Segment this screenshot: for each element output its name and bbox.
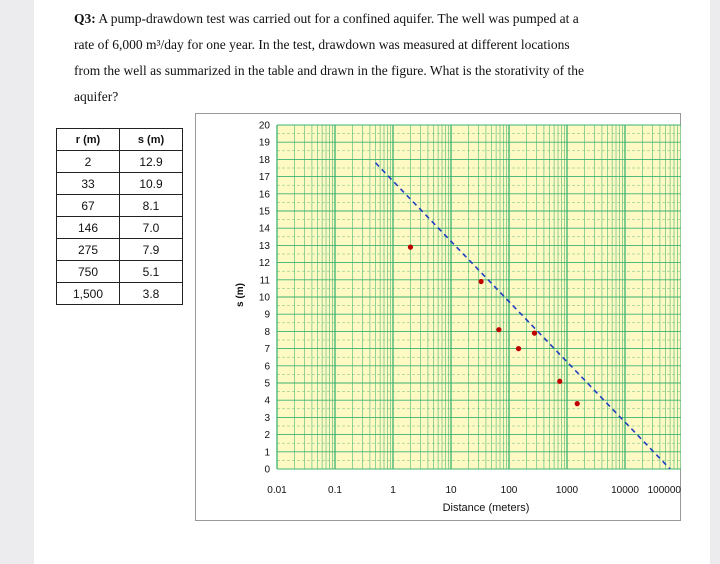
x-tick-label: 10 <box>445 485 457 496</box>
cell-s: 5.1 <box>120 261 183 283</box>
y-tick-label: 19 <box>258 137 270 149</box>
cell-r: 67 <box>57 195 120 217</box>
y-tick-label: 2 <box>264 430 270 442</box>
y-tick-label: 3 <box>264 412 270 424</box>
data-point <box>516 346 521 351</box>
y-tick-label: 16 <box>258 189 270 201</box>
cell-s: 3.8 <box>120 283 183 305</box>
question-line-4: aquifer? <box>74 89 119 104</box>
y-tick-label: 5 <box>264 378 270 390</box>
y-tick-label: 6 <box>264 361 270 373</box>
question-label: Q3: <box>74 11 96 26</box>
y-tick-label: 20 <box>258 120 270 132</box>
table-row <box>57 195 183 217</box>
x-tick-label: 0.01 <box>267 485 287 496</box>
drawdown-chart <box>195 113 681 521</box>
cell-r: 275 <box>57 239 120 261</box>
y-tick-label: 4 <box>264 395 270 407</box>
y-tick-label: 14 <box>258 223 270 235</box>
cell-r: 750 <box>57 261 120 283</box>
y-tick-label: 10 <box>258 292 270 304</box>
x-tick-label: 0.1 <box>328 485 342 496</box>
y-tick-label: 8 <box>264 326 270 338</box>
page <box>34 0 710 564</box>
table-row <box>57 283 183 305</box>
question-line-1 <box>74 6 674 32</box>
table-row <box>57 173 183 195</box>
table-row <box>57 239 183 261</box>
header-s: s (m) <box>120 129 183 151</box>
data-point <box>557 379 562 384</box>
x-tick-label: 1 <box>390 485 396 496</box>
x-tick-label: 10000 <box>611 485 639 496</box>
cell-s: 8.1 <box>120 195 183 217</box>
question-text-1: A pump-drawdown test was carried out for a confined aquifer. The well was pumped at a <box>95 11 579 26</box>
cell-r: 33 <box>57 173 120 195</box>
y-tick-label: 7 <box>264 344 270 356</box>
data-point <box>478 279 483 284</box>
y-tick-label: 13 <box>258 240 270 252</box>
y-tick-label: 18 <box>258 154 270 166</box>
y-tick-label: 12 <box>258 258 270 270</box>
x-tick-label: 1000 <box>555 485 579 496</box>
chart-container <box>195 113 681 521</box>
y-tick-label: 9 <box>264 309 270 321</box>
y-tick-label: 1 <box>264 447 270 459</box>
table-row <box>57 217 183 239</box>
cell-s: 10.9 <box>120 173 183 195</box>
y-tick-label: 11 <box>259 275 270 287</box>
header-r: r (m) <box>57 129 120 151</box>
y-tick-label: 15 <box>258 206 270 218</box>
data-table <box>56 128 183 305</box>
cell-s: 7.0 <box>120 217 183 239</box>
x-tick-label: 100 <box>500 485 518 496</box>
data-point <box>408 245 413 250</box>
data-point <box>496 327 501 332</box>
cell-s: 7.9 <box>120 239 183 261</box>
y-tick-label: 17 <box>258 172 270 184</box>
x-tick-label: 100000 <box>647 485 681 496</box>
question-text <box>74 6 674 110</box>
cell-r: 1,500 <box>57 283 120 305</box>
y-axis-label: s (m) <box>235 283 246 307</box>
table-row <box>57 151 183 173</box>
x-axis-label: Distance (meters) <box>442 502 530 514</box>
question-line-2: rate of 6,000 m³/day for one year. In the test, drawdown was measured at different locations <box>74 37 570 52</box>
question-line-3: from the well as summarized in the table and drawn in the figure. What is the storativity of the <box>74 63 584 78</box>
y-tick-label: 0 <box>264 464 270 476</box>
table-row <box>57 261 183 283</box>
table-header-row <box>57 129 183 151</box>
data-point <box>575 401 580 406</box>
cell-r: 2 <box>57 151 120 173</box>
data-point <box>532 331 537 336</box>
cell-r: 146 <box>57 217 120 239</box>
cell-s: 12.9 <box>120 151 183 173</box>
